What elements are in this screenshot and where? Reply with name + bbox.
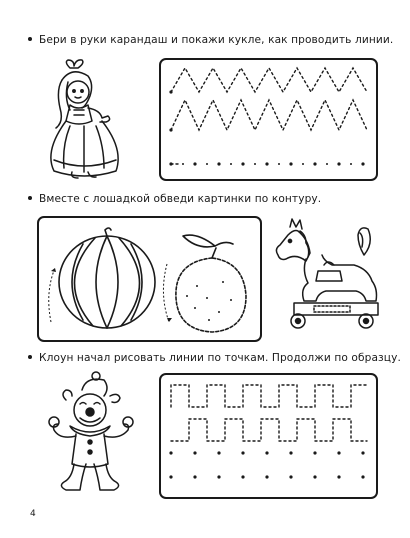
- task-1-instruction: [28, 34, 393, 46]
- page-number: 4: [30, 509, 36, 519]
- task-2-text: Вместе с лошадкой обведи картинки по контуру.: [39, 193, 322, 205]
- orange-icon: [176, 235, 246, 332]
- doll-illustration: [40, 60, 150, 180]
- task-1-text: Бери в руки карандаш и покажи кукле, как проводить линии.: [39, 34, 394, 46]
- task-3-instruction: [28, 352, 401, 364]
- meander-trace-lines[interactable]: [159, 373, 378, 499]
- clown-illustration: [40, 370, 150, 495]
- bullet-icon: [28, 37, 32, 41]
- task-3-text: Клоун начал рисовать линии по точкам. Продолжи по образцу.: [39, 352, 401, 364]
- watermelon-icon: [59, 228, 155, 328]
- zigzag-trace-lines[interactable]: [159, 58, 378, 181]
- bullet-icon: [28, 355, 32, 359]
- rocking-horse-illustration: [268, 215, 383, 335]
- fruits-trace-drawing[interactable]: [37, 216, 262, 342]
- bullet-icon: [28, 196, 32, 200]
- task-2-instruction: [28, 193, 321, 205]
